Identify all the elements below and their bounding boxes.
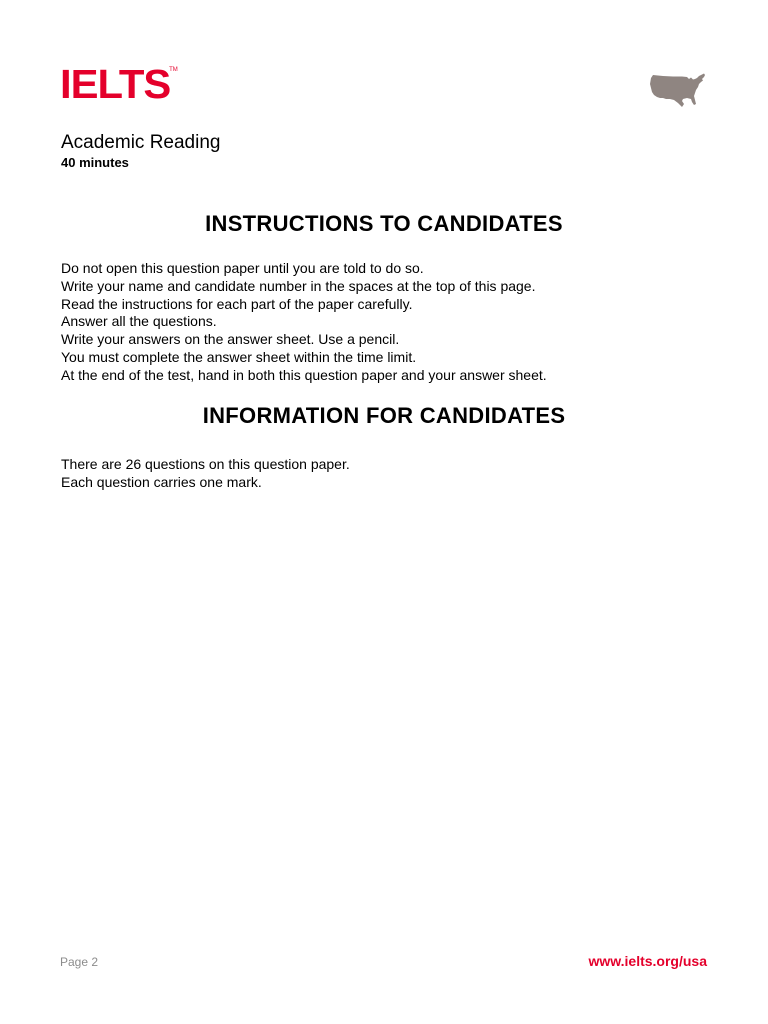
ielts-logo <box>60 61 178 107</box>
instruction-line: Read the instructions for each part of the paper carefully. <box>61 295 413 312</box>
logo-text: IELTS <box>60 61 171 107</box>
instruction-line: Do not open this question paper until you are told to do so. <box>61 260 424 276</box>
instruction-line: Answer all the questions. <box>61 313 217 330</box>
usa-map-icon <box>649 72 707 109</box>
exam-title: Academic Reading <box>61 132 221 153</box>
instruction-line: Write your answers on the answer sheet. Use a pencil. <box>61 331 400 348</box>
instructions-list <box>61 260 547 385</box>
information-line: Each question carries one mark. <box>61 473 262 490</box>
website-link[interactable]: www.ielts.org/usa <box>588 953 707 969</box>
page-number: Page 2 <box>60 955 99 969</box>
exam-duration: 40 minutes <box>61 155 129 170</box>
information-line: There are 26 questions on this question paper. <box>61 456 350 472</box>
instruction-line: Write your name and candidate number in the spaces at the top of this page. <box>61 277 536 294</box>
logo-trademark: TM <box>169 67 178 73</box>
information-heading: INFORMATION FOR CANDIDATES <box>202 403 566 428</box>
instructions-heading: INSTRUCTIONS TO CANDIDATES <box>205 211 563 236</box>
information-list <box>61 456 350 492</box>
instruction-line: You must complete the answer sheet within the time limit. <box>61 348 417 365</box>
instruction-line: At the end of the test, hand in both this question paper and your answer sheet. <box>61 366 547 383</box>
